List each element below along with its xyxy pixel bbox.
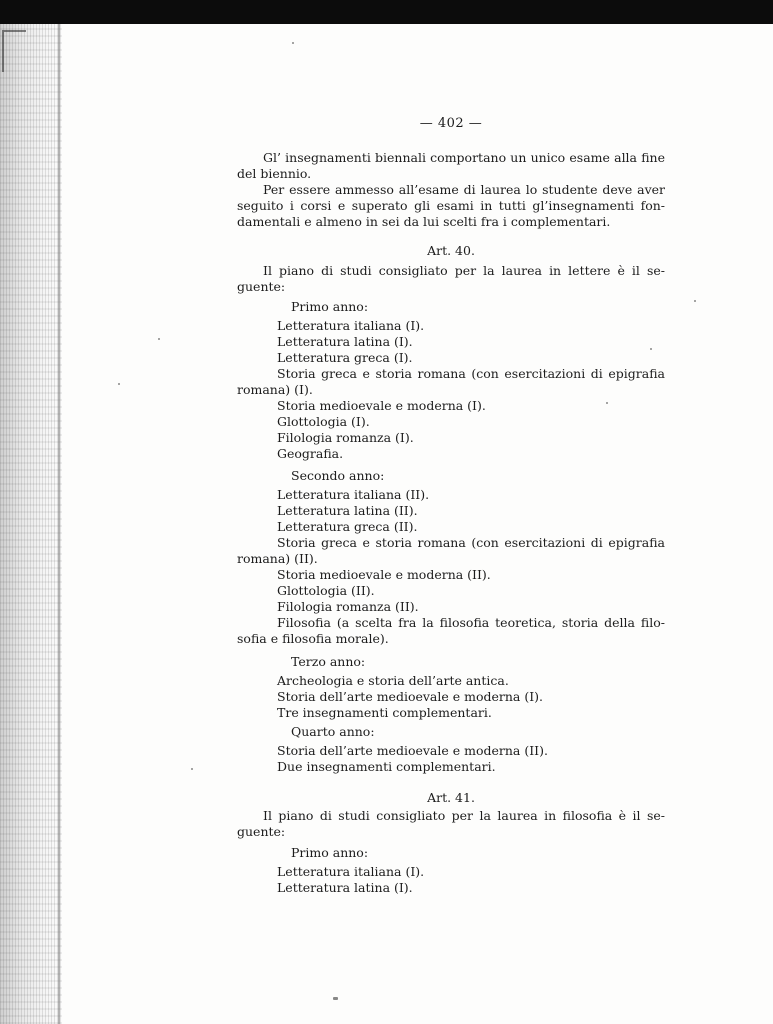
course-item-continuation: sofia e filosofia morale). — [237, 631, 389, 646]
course-item-continuation: romana) (II). — [237, 551, 318, 566]
course-item: Glottologia (I). — [277, 414, 370, 429]
scan-speck — [191, 768, 193, 770]
course-item: Due insegnamenti complementari. — [277, 759, 496, 774]
course-item: Storia medioevale e moderna (I). — [277, 398, 486, 413]
course-item: Filologia romanza (II). — [277, 599, 419, 614]
scan-speck — [118, 383, 120, 385]
paragraph-line: Gl’ insegnamenti biennali comportano un unico esame alla fine — [263, 150, 665, 165]
article-40-intro: guente: — [237, 279, 286, 294]
course-item: Archeologia e storia dell’arte antica. — [277, 673, 509, 688]
page-number: — 402 — — [419, 116, 483, 131]
scanner-top-band — [0, 0, 773, 24]
book-binding-edge — [0, 24, 62, 1024]
course-item: Letteratura greca (I). — [277, 350, 413, 365]
article-41-intro: guente: — [237, 824, 286, 839]
course-item: Letteratura latina (I). — [277, 334, 413, 349]
course-item: Geografia. — [277, 446, 344, 461]
scan-speck — [606, 402, 608, 404]
paragraph-line: seguito i corsi e superato gli esami in tutti gl’insegnamenti fon- — [237, 198, 665, 213]
course-item: Letteratura italiana (I). — [277, 864, 425, 879]
scan-speck — [292, 42, 294, 44]
paragraph-line: Per essere ammesso all’esame di laurea lo studente deve aver — [263, 182, 665, 197]
course-item: Letteratura latina (I). — [277, 880, 413, 895]
article-41-title: Art. 41. — [427, 790, 475, 805]
paragraph-line: del biennio. — [237, 166, 312, 181]
course-item: Storia dell’arte medioevale e moderna (I). — [277, 689, 544, 704]
course-item: Storia greca e storia romana (con esercitazioni di epigrafia — [277, 535, 665, 550]
course-item: Filologia romanza (I). — [277, 430, 414, 445]
course-item: Filosofia (a scelta fra la filosofia teoretica, storia della filo- — [277, 615, 665, 630]
year-heading-terzo: Terzo anno: — [291, 654, 366, 669]
article-41-intro: Il piano di studi consigliato per la laurea in filosofia è il se- — [263, 808, 665, 823]
year-heading-quarto: Quarto anno: — [291, 724, 375, 739]
course-item: Tre insegnamenti complementari. — [277, 705, 492, 720]
scan-speck — [333, 997, 338, 1000]
course-item: Letteratura italiana (II). — [277, 487, 430, 502]
course-item: Storia dell’arte medioevale e moderna (II). — [277, 743, 548, 758]
course-item: Letteratura latina (II). — [277, 503, 418, 518]
binding-corner-mark — [2, 30, 26, 72]
course-item: Storia medioevale e moderna (II). — [277, 567, 491, 582]
scan-speck — [694, 300, 696, 302]
course-item: Glottologia (II). — [277, 583, 375, 598]
paragraph-line: damentali e almeno in sei da lui scelti fra i complementari. — [237, 214, 611, 229]
scan-speck — [650, 348, 652, 350]
scan-speck — [158, 338, 160, 340]
year-heading-primo: Primo anno: — [291, 845, 369, 860]
course-item: Letteratura greca (II). — [277, 519, 418, 534]
course-item: Letteratura italiana (I). — [277, 318, 425, 333]
year-heading-primo: Primo anno: — [291, 299, 369, 314]
article-40-title: Art. 40. — [427, 243, 475, 258]
course-item: Storia greca e storia romana (con esercitazioni di epigrafia — [277, 366, 665, 381]
course-item-continuation: romana) (I). — [237, 382, 313, 397]
article-40-intro: Il piano di studi consigliato per la laurea in lettere è il se- — [263, 263, 665, 278]
binding-shadow-line — [58, 24, 60, 1024]
year-heading-secondo: Secondo anno: — [291, 468, 385, 483]
